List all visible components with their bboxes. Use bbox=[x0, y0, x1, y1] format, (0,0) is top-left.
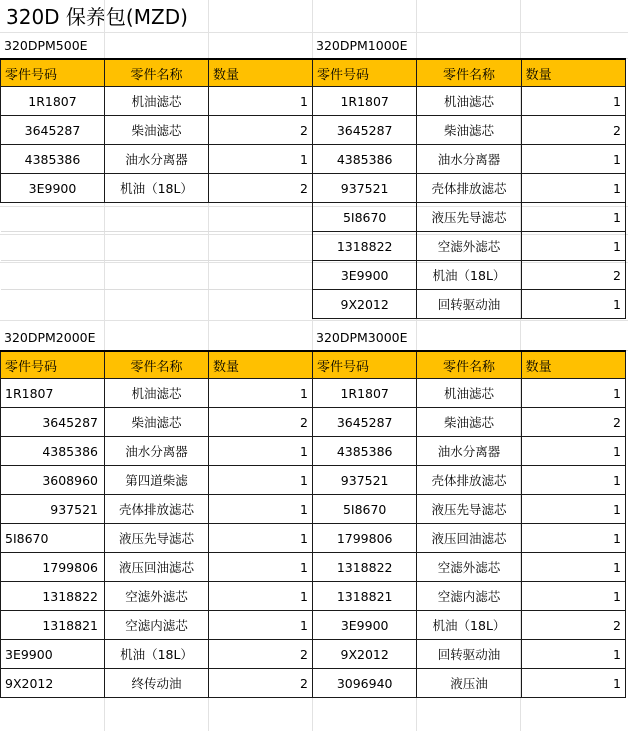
table-row bbox=[313, 582, 626, 611]
kit-label: 320DPM500E bbox=[4, 38, 88, 53]
quantity-cell: 2 bbox=[209, 408, 313, 437]
quantity-cell: 1 bbox=[521, 669, 625, 698]
part-name-cell: 柴油滤芯 bbox=[417, 408, 521, 437]
quantity-header: 数量 bbox=[521, 351, 625, 379]
part-number-cell: 3E9900 bbox=[313, 611, 417, 640]
table-row bbox=[313, 261, 626, 290]
empty-row bbox=[1, 290, 313, 319]
quantity-cell: 1 bbox=[209, 495, 313, 524]
part-number-cell: 9X2012 bbox=[1, 669, 105, 698]
table-row bbox=[313, 290, 626, 319]
quantity-cell: 1 bbox=[209, 145, 313, 174]
part-name-cell: 机油滤芯 bbox=[417, 379, 521, 408]
part-number-cell: 3E9900 bbox=[1, 640, 105, 669]
part-number-cell: 3645287 bbox=[1, 408, 105, 437]
quantity-cell: 2 bbox=[209, 174, 313, 203]
part-name-cell: 油水分离器 bbox=[417, 437, 521, 466]
table-row bbox=[313, 611, 626, 640]
grid-line bbox=[0, 32, 628, 33]
table-row bbox=[313, 524, 626, 553]
part-name-cell: 柴油滤芯 bbox=[417, 116, 521, 145]
part-name-cell: 第四道柴滤 bbox=[105, 466, 209, 495]
table-row bbox=[1, 116, 313, 145]
part-name-cell: 液压先导滤芯 bbox=[417, 495, 521, 524]
empty-cell bbox=[1, 232, 105, 261]
part-name-header: 零件名称 bbox=[105, 59, 209, 87]
table-row bbox=[313, 640, 626, 669]
empty-row bbox=[1, 232, 313, 261]
quantity-cell: 1 bbox=[521, 232, 625, 261]
part-number-cell: 5I8670 bbox=[1, 524, 105, 553]
table-row bbox=[1, 611, 313, 640]
quantity-header: 数量 bbox=[209, 351, 313, 379]
empty-cell bbox=[1, 261, 105, 290]
table-row bbox=[1, 379, 313, 408]
part-number-cell: 9X2012 bbox=[313, 290, 417, 319]
table-row bbox=[1, 408, 313, 437]
empty-cell bbox=[209, 261, 313, 290]
part-name-cell: 柴油滤芯 bbox=[105, 408, 209, 437]
table-row bbox=[313, 669, 626, 698]
empty-cell bbox=[209, 290, 313, 319]
quantity-cell: 1 bbox=[521, 203, 625, 232]
part-number-cell: 3096940 bbox=[313, 669, 417, 698]
part-number-header: 零件号码 bbox=[1, 351, 105, 379]
table-row bbox=[1, 145, 313, 174]
part-number-cell: 1318821 bbox=[1, 611, 105, 640]
part-number-cell: 3645287 bbox=[1, 116, 105, 145]
empty-row bbox=[1, 203, 313, 232]
part-name-cell: 机油（18L） bbox=[105, 174, 209, 203]
quantity-cell: 1 bbox=[209, 524, 313, 553]
table-header-row bbox=[1, 351, 313, 379]
quantity-cell: 2 bbox=[521, 408, 625, 437]
table-header-row bbox=[1, 59, 313, 87]
part-number-cell: 937521 bbox=[313, 466, 417, 495]
part-name-cell: 机油（18L） bbox=[105, 640, 209, 669]
part-number-cell: 1R1807 bbox=[313, 87, 417, 116]
quantity-cell: 2 bbox=[209, 669, 313, 698]
kit-table bbox=[0, 58, 313, 318]
table-row bbox=[313, 232, 626, 261]
quantity-cell: 1 bbox=[521, 290, 625, 319]
table-row bbox=[313, 145, 626, 174]
part-number-cell: 1R1807 bbox=[1, 87, 105, 116]
quantity-cell: 1 bbox=[521, 437, 625, 466]
part-name-cell: 液压先导滤芯 bbox=[417, 203, 521, 232]
quantity-cell: 1 bbox=[521, 145, 625, 174]
part-name-cell: 空滤内滤芯 bbox=[417, 582, 521, 611]
kit-table bbox=[312, 58, 626, 319]
quantity-cell: 1 bbox=[209, 87, 313, 116]
table-row bbox=[313, 466, 626, 495]
quantity-cell: 1 bbox=[521, 582, 625, 611]
table-row bbox=[313, 174, 626, 203]
part-number-cell: 3E9900 bbox=[313, 261, 417, 290]
part-number-cell: 937521 bbox=[1, 495, 105, 524]
empty-cell bbox=[105, 203, 209, 232]
table-row bbox=[313, 437, 626, 466]
part-number-cell: 4385386 bbox=[313, 145, 417, 174]
table-row bbox=[1, 466, 313, 495]
empty-cell bbox=[1, 290, 105, 319]
empty-cell bbox=[105, 261, 209, 290]
table-row bbox=[1, 582, 313, 611]
table-row bbox=[313, 495, 626, 524]
table-row bbox=[313, 116, 626, 145]
empty-cell bbox=[209, 203, 313, 232]
part-name-header: 零件名称 bbox=[105, 351, 209, 379]
part-name-cell: 壳体排放滤芯 bbox=[417, 466, 521, 495]
table-header-row bbox=[313, 59, 626, 87]
kit-label: 320DPM2000E bbox=[4, 330, 96, 345]
part-name-cell: 机油滤芯 bbox=[105, 87, 209, 116]
part-name-cell: 机油（18L） bbox=[417, 261, 521, 290]
empty-cell bbox=[1, 203, 105, 232]
table-row bbox=[1, 87, 313, 116]
quantity-cell: 1 bbox=[521, 553, 625, 582]
quantity-header: 数量 bbox=[521, 59, 625, 87]
quantity-cell: 1 bbox=[209, 437, 313, 466]
part-name-cell: 空滤外滤芯 bbox=[417, 232, 521, 261]
quantity-cell: 1 bbox=[521, 640, 625, 669]
part-name-cell: 回转驱动油 bbox=[417, 290, 521, 319]
quantity-cell: 1 bbox=[521, 174, 625, 203]
part-name-cell: 油水分离器 bbox=[105, 437, 209, 466]
part-number-cell: 9X2012 bbox=[313, 640, 417, 669]
quantity-cell: 2 bbox=[209, 116, 313, 145]
part-name-cell: 油水分离器 bbox=[105, 145, 209, 174]
part-number-cell: 3E9900 bbox=[1, 174, 105, 203]
part-name-cell: 液压回油滤芯 bbox=[105, 553, 209, 582]
part-name-cell: 柴油滤芯 bbox=[105, 116, 209, 145]
part-number-header: 零件号码 bbox=[1, 59, 105, 87]
part-number-cell: 937521 bbox=[313, 174, 417, 203]
quantity-cell: 1 bbox=[209, 582, 313, 611]
part-name-header: 零件名称 bbox=[417, 59, 521, 87]
part-number-cell: 1318821 bbox=[313, 582, 417, 611]
part-number-cell: 1799806 bbox=[313, 524, 417, 553]
part-number-cell: 5I8670 bbox=[313, 203, 417, 232]
kit-table bbox=[312, 350, 626, 698]
table-row bbox=[313, 379, 626, 408]
kit-table bbox=[0, 350, 313, 698]
part-name-cell: 液压先导滤芯 bbox=[105, 524, 209, 553]
grid-line bbox=[0, 320, 628, 321]
part-name-cell: 终传动油 bbox=[105, 669, 209, 698]
quantity-cell: 1 bbox=[521, 87, 625, 116]
part-number-cell: 4385386 bbox=[313, 437, 417, 466]
kit-label: 320DPM1000E bbox=[316, 38, 408, 53]
part-number-cell: 1318822 bbox=[1, 582, 105, 611]
empty-cell bbox=[105, 232, 209, 261]
part-number-cell: 1799806 bbox=[1, 553, 105, 582]
quantity-cell: 2 bbox=[209, 640, 313, 669]
part-number-header: 零件号码 bbox=[313, 59, 417, 87]
part-number-cell: 3645287 bbox=[313, 116, 417, 145]
part-number-cell: 1R1807 bbox=[1, 379, 105, 408]
part-number-cell: 5I8670 bbox=[313, 495, 417, 524]
quantity-cell: 1 bbox=[209, 553, 313, 582]
part-number-cell: 4385386 bbox=[1, 437, 105, 466]
table-row bbox=[1, 495, 313, 524]
sheet-title: 320D 保养包(MZD) bbox=[6, 5, 188, 29]
part-name-cell: 回转驱动油 bbox=[417, 640, 521, 669]
part-name-cell: 空滤外滤芯 bbox=[417, 553, 521, 582]
part-name-cell: 油水分离器 bbox=[417, 145, 521, 174]
part-name-cell: 液压油 bbox=[417, 669, 521, 698]
table-header-row bbox=[313, 351, 626, 379]
part-name-cell: 壳体排放滤芯 bbox=[417, 174, 521, 203]
table-row bbox=[1, 524, 313, 553]
quantity-cell: 2 bbox=[521, 611, 625, 640]
part-number-cell: 1318822 bbox=[313, 553, 417, 582]
part-number-cell: 1R1807 bbox=[313, 379, 417, 408]
part-name-cell: 机油滤芯 bbox=[105, 379, 209, 408]
quantity-cell: 2 bbox=[521, 116, 625, 145]
part-number-cell: 1318822 bbox=[313, 232, 417, 261]
table-row bbox=[313, 87, 626, 116]
table-row bbox=[1, 437, 313, 466]
part-number-header: 零件号码 bbox=[313, 351, 417, 379]
table-row bbox=[313, 408, 626, 437]
empty-cell bbox=[209, 232, 313, 261]
quantity-cell: 2 bbox=[521, 261, 625, 290]
part-name-cell: 空滤外滤芯 bbox=[105, 582, 209, 611]
part-number-cell: 4385386 bbox=[1, 145, 105, 174]
part-name-header: 零件名称 bbox=[417, 351, 521, 379]
part-number-cell: 3608960 bbox=[1, 466, 105, 495]
quantity-cell: 1 bbox=[521, 495, 625, 524]
part-name-cell: 空滤内滤芯 bbox=[105, 611, 209, 640]
part-number-cell: 3645287 bbox=[313, 408, 417, 437]
part-name-cell: 机油（18L） bbox=[417, 611, 521, 640]
empty-row bbox=[1, 261, 313, 290]
table-row bbox=[1, 553, 313, 582]
part-name-cell: 液压回油滤芯 bbox=[417, 524, 521, 553]
table-row bbox=[1, 669, 313, 698]
quantity-header: 数量 bbox=[209, 59, 313, 87]
quantity-cell: 1 bbox=[209, 611, 313, 640]
quantity-cell: 1 bbox=[209, 379, 313, 408]
empty-cell bbox=[105, 290, 209, 319]
quantity-cell: 1 bbox=[521, 466, 625, 495]
table-row bbox=[313, 203, 626, 232]
quantity-cell: 1 bbox=[521, 524, 625, 553]
kit-label: 320DPM3000E bbox=[316, 330, 408, 345]
table-row bbox=[1, 640, 313, 669]
quantity-cell: 1 bbox=[209, 466, 313, 495]
part-name-cell: 壳体排放滤芯 bbox=[105, 495, 209, 524]
table-row bbox=[1, 174, 313, 203]
part-name-cell: 机油滤芯 bbox=[417, 87, 521, 116]
quantity-cell: 1 bbox=[521, 379, 625, 408]
table-row bbox=[313, 553, 626, 582]
